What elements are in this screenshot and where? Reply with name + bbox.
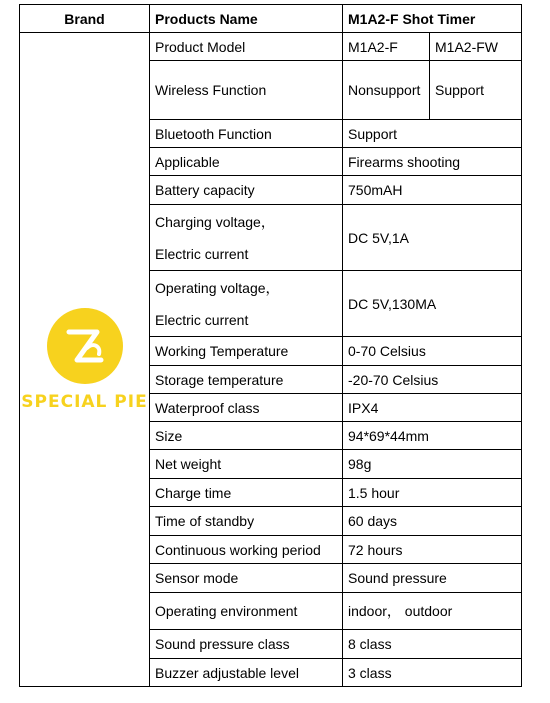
row-value: 8 class xyxy=(343,630,522,659)
row-label: Sensor mode xyxy=(150,564,343,593)
row-value: indoor， outdoor xyxy=(343,593,522,630)
row-label: Net weight xyxy=(150,450,343,479)
row-value: Support xyxy=(343,120,522,148)
products-name-header: Products Name xyxy=(150,5,343,33)
row-label: Working Temperature xyxy=(150,337,343,366)
row-label: Continuous working period xyxy=(150,536,343,564)
row-label: Applicable xyxy=(150,148,343,176)
row-label: Buzzer adjustable level xyxy=(150,659,343,687)
row-value: -20-70 Celsius xyxy=(343,366,522,394)
row-value: 98g xyxy=(343,450,522,479)
row-label: Battery capacity xyxy=(150,176,343,205)
row-value: 60 days xyxy=(343,507,522,536)
row-value: Firearms shooting xyxy=(343,148,522,176)
brand-logo xyxy=(21,308,148,412)
row-label-line: Electric current xyxy=(155,245,249,262)
brand-logo-text: SPECIAL PIE xyxy=(21,391,148,412)
row-label-line: Operating voltage， xyxy=(155,279,280,296)
row-value: 0-70 Celsius xyxy=(343,337,522,366)
row-label: Wireless Function xyxy=(150,61,343,120)
row-value: M1A2-FW xyxy=(430,33,522,61)
brand-header: Brand xyxy=(20,5,150,33)
row-label: Storage temperature xyxy=(150,366,343,394)
row-label-line: Charging voltage， xyxy=(155,213,275,230)
row-label: Product Model xyxy=(150,33,343,61)
row-value: 750mAH xyxy=(343,176,522,205)
row-label: Charge time xyxy=(150,479,343,507)
row-value: M1A2-F xyxy=(343,33,430,61)
row-value: DC 5V,130MA xyxy=(343,271,522,337)
row-value: Sound pressure xyxy=(343,564,522,593)
table-row xyxy=(20,33,522,61)
row-label: Waterproof class xyxy=(150,394,343,422)
row-label xyxy=(150,205,343,271)
spec-table xyxy=(19,4,522,687)
header-row xyxy=(20,5,522,33)
row-label: Operating environment xyxy=(150,593,343,630)
row-value: IPX4 xyxy=(343,394,522,422)
row-value: 3 class xyxy=(343,659,522,687)
row-label-line: Electric current xyxy=(155,311,249,328)
row-label: Bluetooth Function xyxy=(150,120,343,148)
row-label: Size xyxy=(150,422,343,450)
row-value: 72 hours xyxy=(343,536,522,564)
row-label xyxy=(150,271,343,337)
row-label: Sound pressure class xyxy=(150,630,343,659)
row-value: 1.5 hour xyxy=(343,479,522,507)
row-value: Nonsupport xyxy=(343,61,430,120)
row-label: Time of standby xyxy=(150,507,343,536)
row-value: DC 5V,1A xyxy=(343,205,522,271)
row-value: Support xyxy=(430,61,522,120)
row-value: 94*69*44mm xyxy=(343,422,522,450)
special-pie-logo-icon xyxy=(47,308,123,384)
product-header: M1A2-F Shot Timer xyxy=(343,5,522,33)
brand-cell xyxy=(20,33,150,687)
